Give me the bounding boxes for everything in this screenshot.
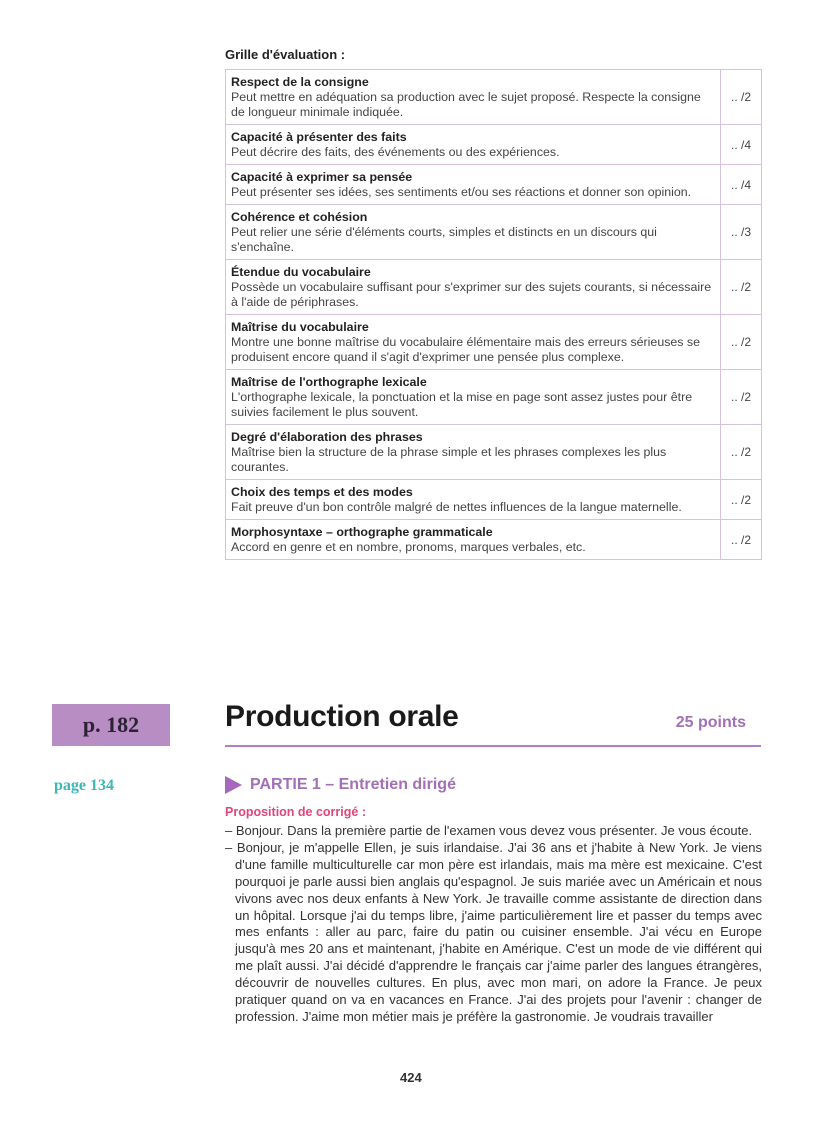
criterion-description: Peut relier une série d'éléments courts, simples et distincts en un discours qui s'enchaîne.: [231, 225, 657, 254]
grid-row: [226, 205, 762, 260]
criterion-description: L'orthographe lexicale, la ponctuation et la mise en page sont assez justes pour être suivies facilement le plus souvent.: [231, 390, 693, 419]
criterion-description: Accord en genre et en nombre, pronoms, marques verbales, etc.: [231, 540, 586, 554]
dialog-line: – Bonjour, je m'appelle Ellen, je suis irlandaise. J'ai 36 ans et j'habite à New York. Je viens d'une famille multiculturelle car mon père est irlandais, mais ma mère est mexicaine. C'est pourquoi je parle aussi bien anglais qu'espagnol. Je suis mariée avec un Américain et nous vivons avec nos deux enfants à New York. Je travaille comme assistante de direction dans un hôpital. Lorsque j'ai du temps libre, j'aime particulièrement lire et passer du temps avec mes enfants : aller au parc, faire du patin ou cuisiner ensemble. J'ai vécu en Europe jusqu'à mes 20 ans et maintenant, j'habite en Amérique. C'est un mode de vie différent qui me plaît aussi. J'ai décidé d'apprendre le français car j'aime parler des langues étrangères, découvrir de nouvelles cultures. En plus, avec mon mari, on adore la France. Je peux pratiquer quand on va en vacances en France. J'ai des projets pour l'avenir : changer de profession. J'aime mon métier mais je préfère la gastronomie. Je voudrais travailler: [225, 839, 762, 1024]
criterion-cell: [226, 520, 721, 560]
page-tab: p. 182: [52, 704, 170, 746]
criterion-cell: [226, 260, 721, 315]
criterion-cell: [226, 205, 721, 260]
page-reference: page 134: [54, 777, 114, 794]
criterion-description: Possède un vocabulaire suffisant pour s'exprimer sur des sujets courants, si nécessaire à l'aide de périphrases.: [231, 280, 712, 309]
criterion-cell: [226, 480, 721, 520]
criterion-heading: Capacité à présenter des faits: [231, 130, 407, 144]
criterion-heading: Étendue du vocabulaire: [231, 265, 371, 279]
criterion-cell: [226, 165, 721, 205]
grid-row: [226, 370, 762, 425]
grid-row: [226, 70, 762, 125]
score-cell: .. /2: [721, 520, 762, 560]
criterion-description: Maîtrise bien la structure de la phrase simple et les phrases complexes les plus courantes.: [231, 445, 667, 474]
criterion-heading: Morphosyntaxe – orthographe grammaticale: [231, 525, 493, 539]
score-cell: .. /2: [721, 425, 762, 480]
grid-row: [226, 165, 762, 205]
criterion-cell: [226, 370, 721, 425]
score-cell: .. /2: [721, 370, 762, 425]
grid-title: Grille d'évaluation :: [225, 47, 346, 62]
section-divider: [225, 745, 761, 747]
criterion-description: Peut mettre en adéquation sa production avec le sujet proposé. Respecte la consigne de longueur minimale indiquée.: [231, 90, 701, 119]
criterion-heading: Capacité à exprimer sa pensée: [231, 170, 413, 184]
section-title: Production orale: [225, 700, 459, 733]
criterion-heading: Degré d'élaboration des phrases: [231, 430, 423, 444]
criterion-cell: [226, 70, 721, 125]
criterion-description: Montre une bonne maîtrise du vocabulaire élémentaire mais des erreurs sérieuses se produisent encore quand il s'agit d'exprimer une pensée plus complexe.: [231, 335, 701, 364]
score-cell: .. /4: [721, 125, 762, 165]
criterion-cell: [226, 425, 721, 480]
grid-row: [226, 480, 762, 520]
criterion-heading: Maîtrise de l'orthographe lexicale: [231, 375, 427, 389]
criterion-description: Peut présenter ses idées, ses sentiments et/ou ses réactions et donner son opinion.: [231, 185, 692, 199]
page-number: 424: [400, 1070, 422, 1085]
proposal-label: Proposition de corrigé :: [225, 805, 366, 819]
score-cell: .. /2: [721, 315, 762, 370]
triangle-right-icon: [225, 776, 242, 794]
criterion-cell: [226, 315, 721, 370]
criterion-description: Peut décrire des faits, des événements ou des expériences.: [231, 145, 560, 159]
criterion-cell: [226, 125, 721, 165]
evaluation-grid: [225, 69, 762, 560]
score-cell: .. /2: [721, 480, 762, 520]
score-cell: .. /2: [721, 70, 762, 125]
score-cell: .. /2: [721, 260, 762, 315]
criterion-heading: Cohérence et cohésion: [231, 210, 368, 224]
section-points: 25 points: [675, 714, 746, 731]
part-label: PARTIE 1 – Entretien dirigé: [250, 776, 456, 793]
score-cell: .. /3: [721, 205, 762, 260]
grid-row: [226, 520, 762, 560]
dialog-line: – Bonjour. Dans la première partie de l'examen vous devez vous présenter. Je vous écoute.: [225, 823, 753, 838]
answer-text: [225, 823, 762, 1026]
grid-row: [226, 315, 762, 370]
criterion-heading: Maîtrise du vocabulaire: [231, 320, 369, 334]
score-cell: .. /4: [721, 165, 762, 205]
grid-row: [226, 125, 762, 165]
criterion-heading: Choix des temps et des modes: [231, 485, 413, 499]
part-heading: [225, 776, 456, 794]
grid-row: [226, 425, 762, 480]
criterion-description: Fait preuve d'un bon contrôle malgré de nettes influences de la langue maternelle.: [231, 500, 682, 514]
criterion-heading: Respect de la consigne: [231, 75, 369, 89]
grid-row: [226, 260, 762, 315]
